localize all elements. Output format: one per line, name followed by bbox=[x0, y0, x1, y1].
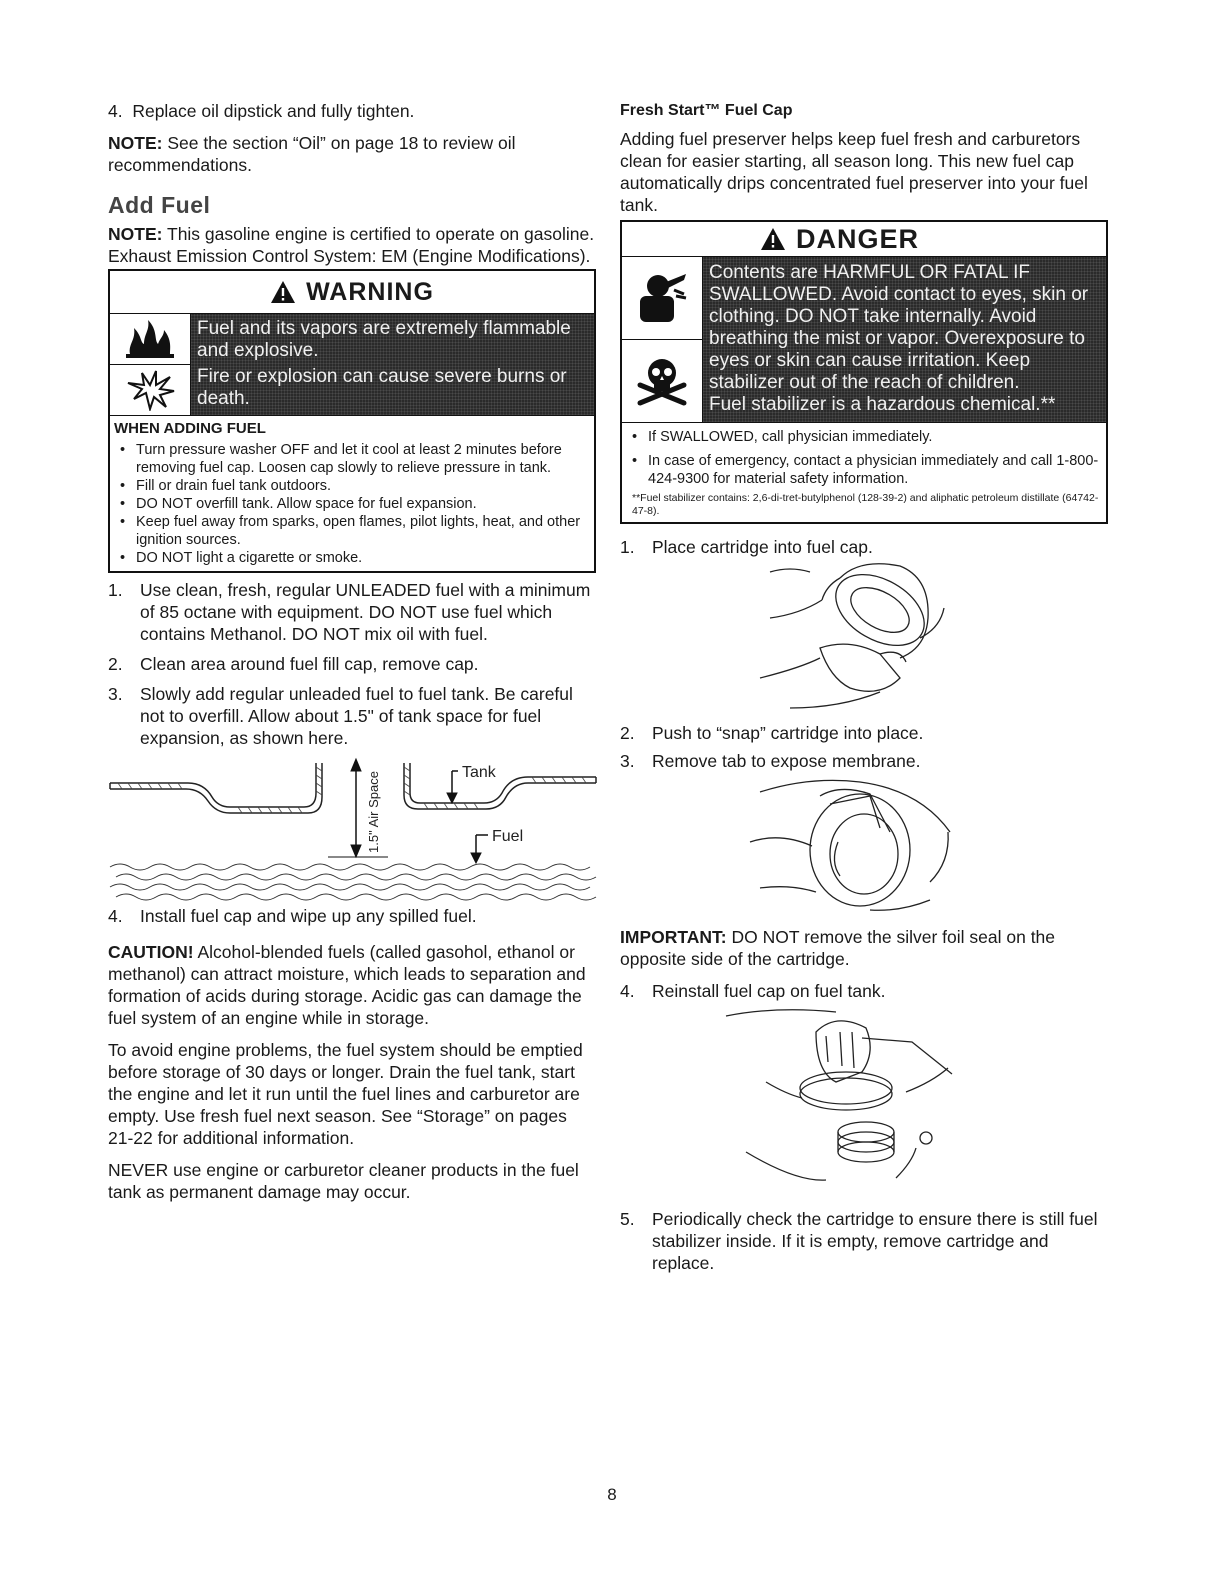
never-use-cleaner-paragraph: NEVER use engine or carburetor cleaner products in the fuel tank as permanent damage may occur. bbox=[108, 1160, 579, 1202]
fuel-label: Fuel bbox=[492, 828, 524, 845]
avoid-problems-paragraph: To avoid engine problems, the fuel system should be emptied before storage of 30 days or longer. Drain the fuel tank, start the engine and let it run until the fuel lines and carburetor are empty. Use fresh fuel next season. See “Storage” on pages 21-22 for additional information. bbox=[108, 1040, 583, 1148]
skull-icon-cell bbox=[622, 340, 702, 422]
warning-instructions bbox=[110, 415, 594, 571]
cap-step-2: 2. Push to “snap” cartridge into place. bbox=[620, 723, 924, 743]
fuel-step-4: 4. Install fuel cap and wipe up any spilled fuel. bbox=[108, 906, 477, 926]
cap-step-4: 4. Reinstall fuel cap on fuel tank. bbox=[620, 981, 886, 1001]
important-text: DO NOT remove the silver foil seal on the opposite side of the cartridge. bbox=[620, 927, 1056, 969]
warning-box bbox=[108, 269, 596, 573]
cap-step-5: 5. Periodically check the cartridge to ensure there is still fuel stabilizer inside. If it is empty, remove cartridge and replace. bbox=[620, 1209, 1098, 1273]
warning-bullet-list bbox=[114, 441, 590, 567]
tank-label-arrow bbox=[447, 771, 458, 803]
danger-icons bbox=[622, 257, 703, 422]
warning-body bbox=[110, 314, 594, 415]
explosion-icon-cell bbox=[110, 365, 190, 415]
section-heading-add-fuel: Add Fuel bbox=[108, 192, 211, 218]
danger-bullet: • If SWALLOWED, call physician immediately. bbox=[626, 428, 1102, 446]
danger-text: Contents are HARMFUL OR FATAL IF SWALLOWED. Avoid contact to eyes, skin or clothing. DO NOT take internally. Avoid breathing the mist or vapor. Overexposure to eyes or skin can cause irritation. Keep stabilizer out of the reach of children. bbox=[709, 262, 1089, 393]
warning-message bbox=[191, 314, 594, 415]
wall-hatching bbox=[118, 767, 586, 813]
warning-line-burns: Fire or explosion can cause severe burns or death. bbox=[197, 366, 567, 409]
left-column bbox=[108, 100, 596, 1203]
skull-crossbones-icon bbox=[634, 355, 690, 407]
danger-message bbox=[703, 257, 1106, 422]
warning-bullet: • Turn pressure washer OFF and let it cool at least 2 minutes before removing fuel cap. Loosen cap slowly to relieve pressure in tank. bbox=[114, 441, 590, 477]
danger-bullet-list bbox=[626, 428, 1102, 488]
danger-text-hazardous: Fuel stabilizer is a hazardous chemical.** bbox=[709, 394, 1056, 415]
warning-bullet: • Keep fuel away from sparks, open flames, pilot lights, heat, and other ignition sources. bbox=[114, 513, 590, 549]
alert-triangle-icon bbox=[270, 280, 296, 304]
caution-text: Alcohol-blended fuels (called gasohol, ethanol or methanol) can attract moisture, which leads to separation and formation of acids during storage. Acidic gas can damage the fuel system of an engine while in storage. bbox=[108, 942, 586, 1028]
fuel-surface-waves bbox=[110, 864, 596, 900]
fuel-steps bbox=[108, 579, 596, 749]
ingestion-icon-cell bbox=[622, 257, 702, 340]
fuel-step-2: 2. Clean area around fuel fill cap, remove cap. bbox=[108, 654, 479, 674]
danger-instructions bbox=[622, 422, 1106, 522]
when-adding-fuel-heading: WHEN ADDING FUEL bbox=[114, 420, 266, 437]
note-text: See the section “Oil” on page 18 to review oil recommendations. bbox=[108, 133, 516, 175]
air-space-label: 1.5" Air Space bbox=[366, 771, 381, 853]
note-label: NOTE: bbox=[108, 133, 163, 153]
caution-paragraph bbox=[108, 941, 596, 1029]
explosion-icon bbox=[120, 369, 180, 411]
fresh-start-heading: Fresh Start™ Fuel Cap bbox=[620, 102, 793, 119]
place-cartridge-illustration bbox=[730, 558, 990, 718]
note-label: NOTE: bbox=[108, 224, 163, 244]
cap-step-3: 3. Remove tab to expose membrane. bbox=[620, 751, 921, 771]
important-note bbox=[620, 926, 1108, 970]
fuel-step-3: 3. Slowly add regular unleaded fuel to fuel tank. Be careful not to overfill. Allow about 1.5" of tank space for fuel expansion, as shown here. bbox=[108, 684, 573, 748]
remove-tab-illustration bbox=[720, 772, 980, 922]
warning-title-bar bbox=[110, 271, 594, 314]
danger-bullet: • In case of emergency, contact a physician immediately and call 1-800-424-9300 for material safety information. bbox=[626, 452, 1102, 488]
fuel-label-arrow bbox=[471, 835, 488, 863]
fire-icon bbox=[120, 318, 180, 360]
ingestion-hazard-icon bbox=[634, 272, 690, 324]
important-label: IMPORTANT: bbox=[620, 927, 727, 947]
fuel-tank-diagram bbox=[108, 753, 598, 903]
danger-footnote: **Fuel stabilizer contains: 2,6-di-tret-butylphenol (128-39-2) and aliphatic petroleum distillate (64742-47-8). bbox=[632, 492, 1099, 517]
warning-icons bbox=[110, 314, 191, 415]
note-certified bbox=[108, 223, 596, 267]
warning-line-flammable: Fuel and its vapors are extremely flammable and explosive. bbox=[197, 318, 571, 361]
fresh-start-intro: Adding fuel preserver helps keep fuel fresh and carburetors clean for easier starting, all season long. This new fuel cap automatically drips concentrated fuel preserver into your fuel tank. bbox=[620, 129, 1088, 215]
danger-title-bar bbox=[622, 222, 1106, 257]
warning-title: WARNING bbox=[306, 277, 434, 306]
page-number: 8 bbox=[607, 1485, 617, 1504]
warning-bullet: • Fill or drain fuel tank outdoors. bbox=[114, 477, 590, 495]
reinstall-cap-illustration bbox=[716, 1002, 976, 1202]
cap-step-1: 1. Place cartridge into fuel cap. bbox=[620, 537, 873, 557]
tank-label: Tank bbox=[462, 764, 496, 781]
right-column bbox=[620, 100, 1108, 1274]
warning-bullet: • DO NOT light a cigarette or smoke. bbox=[114, 549, 590, 567]
danger-body bbox=[622, 257, 1106, 422]
alert-triangle-icon bbox=[760, 227, 786, 251]
step-replace-dipstick: 4. Replace oil dipstick and fully tighten. bbox=[108, 101, 415, 121]
fuel-step-1: 1. Use clean, fresh, regular UNLEADED fuel with a minimum of 85 octane with equipment. DO NOT use fuel which contains Methanol. DO NOT mix oil with fuel. bbox=[108, 580, 591, 644]
warning-bullet: • DO NOT overfill tank. Allow space for fuel expansion. bbox=[114, 495, 590, 513]
flame-icon-cell bbox=[110, 314, 190, 365]
danger-box bbox=[620, 220, 1108, 524]
caution-label: CAUTION! bbox=[108, 942, 194, 962]
note-oil bbox=[108, 132, 596, 176]
danger-title: DANGER bbox=[796, 223, 920, 254]
note-text: This gasoline engine is certified to operate on gasoline. Exhaust Emission Control System: EM (Engine Modifications). bbox=[108, 224, 595, 266]
